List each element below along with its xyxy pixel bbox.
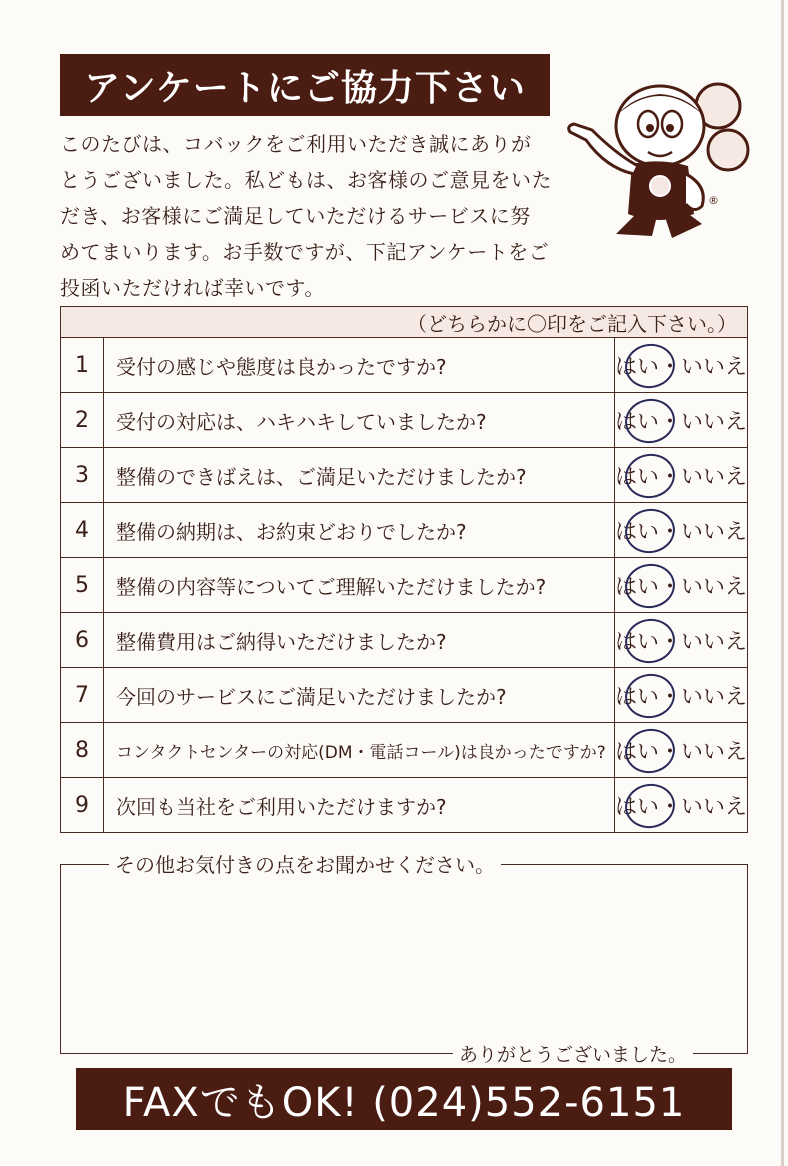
question-row (61, 668, 747, 723)
question-text: 今回のサービスにご満足いただけましたか? (104, 668, 615, 722)
answer-choice[interactable] (615, 393, 747, 447)
survey-table (60, 306, 748, 833)
answer-choice[interactable] (615, 613, 747, 667)
answer-options: はい・いいえ (615, 684, 748, 710)
question-number: 2 (61, 393, 104, 447)
answer-options: はい・いいえ (615, 464, 748, 490)
question-number: 5 (61, 558, 104, 612)
title-banner (60, 54, 550, 116)
intro-line: 投函いただければ幸いです。 (60, 276, 325, 300)
answer-options: はい・いいえ (615, 629, 748, 655)
question-text: 整備のできばえは、ご満足いただけましたか? (104, 448, 615, 502)
question-text: 次回も当社をご利用いただけますか? (104, 778, 615, 832)
survey-instruction (61, 307, 747, 338)
question-row (61, 503, 747, 558)
answer-options: はい・いいえ (615, 519, 748, 545)
question-text: 整備の納期は、お約束どおりでしたか? (104, 503, 615, 557)
question-row (61, 393, 747, 448)
answer-options: はい・いいえ (615, 574, 748, 600)
answer-options: はい・いいえ (615, 354, 748, 380)
question-number: 3 (61, 448, 104, 502)
page-title: アンケートにご協力下さい (84, 67, 526, 109)
mascot-character-icon (556, 74, 752, 244)
question-number: 6 (61, 613, 104, 667)
intro-line: とうございました。私どもは、お客様のご意見をいた (60, 168, 552, 192)
question-text: 整備の内容等についてご理解いただけましたか? (104, 558, 615, 612)
answer-options: はい・いいえ (615, 794, 748, 820)
answer-choice[interactable] (615, 503, 747, 557)
question-text: 整備費用はご納得いただけましたか? (104, 613, 615, 667)
question-row (61, 558, 747, 613)
instruction-text: （どちらかに〇印をご記入下さい。） (407, 311, 737, 336)
answer-choice[interactable] (615, 448, 747, 502)
fax-number: FAXでもOK! (024)552-6151 (122, 1079, 686, 1126)
comment-field[interactable] (60, 853, 748, 1066)
answer-choice[interactable] (615, 723, 747, 777)
card-edge (781, 0, 784, 1166)
answer-choice[interactable] (615, 558, 747, 612)
comment-label: その他お気付きの点をお聞かせください。 (109, 849, 501, 878)
question-text: コンタクトセンターの対応(DM・電話コール)は良かったですか? (104, 723, 615, 777)
answer-choice[interactable] (615, 778, 747, 832)
question-row (61, 723, 747, 778)
intro-line: だき、お客様にご満足していただけるサービスに努 (60, 204, 531, 228)
question-text: 受付の対応は、ハキハキしていましたか? (104, 393, 615, 447)
question-row (61, 448, 747, 503)
answer-choice[interactable] (615, 668, 747, 722)
question-number: 4 (61, 503, 104, 557)
intro-line: めてまいります。お手数ですが、下記アンケートをご (60, 240, 550, 264)
question-number: 8 (61, 723, 104, 777)
question-text: 受付の感じや態度は良かったですか? (104, 338, 615, 392)
question-row (61, 613, 747, 668)
thanks-text: ありがとうございました。 (453, 1040, 693, 1067)
answer-options: はい・いいえ (615, 409, 748, 435)
question-row (61, 338, 747, 393)
registered-mark: ® (708, 194, 719, 207)
question-number: 9 (61, 778, 104, 832)
question-row (61, 778, 747, 832)
answer-options: はい・いいえ (615, 739, 748, 765)
intro-text (60, 126, 560, 306)
intro-line: このたびは、コバックをご利用いただき誠にありが (60, 132, 532, 156)
answer-choice[interactable] (615, 338, 747, 392)
question-number: 7 (61, 668, 104, 722)
question-number: 1 (61, 338, 104, 392)
fax-banner (76, 1068, 732, 1130)
